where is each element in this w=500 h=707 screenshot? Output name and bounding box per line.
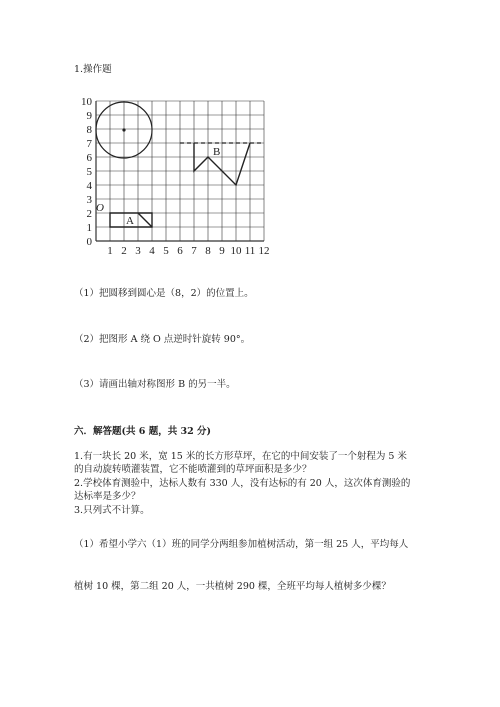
shape-a-label: A [126,215,134,227]
x-tick-label: 4 [149,245,155,257]
problem1-line2: 的自动旋转喷灌装置，它不能喷灌到的草坪面积是多少？ [74,464,312,475]
coordinate-grid-figure [80,92,280,260]
y-tick-label: 2 [86,208,92,220]
x-tick-label: 9 [219,245,225,257]
y-tick-label: 3 [86,194,92,206]
y-tick-label: 0 [86,236,92,248]
x-tick-label: 1 [107,245,113,257]
x-tick-label: 10 [230,245,242,257]
origin-o-label: O [96,202,104,214]
x-axis-labels [107,245,269,257]
problem3-sub-line2: 植树 10 棵，第二组 20 人，一共植树 290 棵，全班平均每人植树多少棵？ [74,581,391,592]
problem3-line1: 3.只列式不计算。 [74,505,150,516]
y-tick-label: 10 [81,96,92,108]
x-tick-label: 12 [258,245,270,257]
y-tick-label: 9 [86,110,92,122]
x-tick-label: 8 [205,245,211,257]
shape-b-label: B [213,146,221,158]
problem1-line1: 1.有一块长 20 米，宽 15 米的长方形草坪，在它的中间安装了一个射程为 5 米 [74,451,407,462]
section6-heading: 六．解答题(共 6 题，共 32 分) [74,426,212,437]
y-tick-label: 1 [86,222,92,234]
operation-q2: （2）把图形 A 绕 O 点逆时针旋转 90°。 [74,334,251,345]
x-tick-label: 5 [163,245,169,257]
y-tick-label: 4 [86,180,92,192]
circle-center-dot [122,128,125,131]
x-tick-label: 6 [177,245,183,257]
y-tick-label: 6 [86,152,92,164]
shape-a-slant [138,213,152,227]
x-tick-label: 7 [191,245,197,257]
operation-q3: （3）请画出轴对称图形 B 的另一半。 [74,379,236,390]
problem2-line2: 达标率是多少？ [74,491,141,502]
y-axis-labels [81,96,93,248]
operation-q1: （1）把圆移到圆心是（8，2）的位置上。 [74,288,254,299]
problem2-line1: 2.学校体育测验中，达标人数有 330 人，没有达标的有 20 人，这次体育测验的 [74,478,411,489]
grid-lines [96,101,264,241]
x-tick-label: 11 [244,245,256,257]
y-tick-label: 5 [86,166,92,178]
y-tick-label: 7 [86,138,92,150]
y-tick-label: 8 [86,124,92,136]
section1-title: 1.操作题 [74,64,112,75]
x-tick-label: 3 [135,245,141,257]
x-tick-label: 2 [121,245,127,257]
problem3-sub-line1: （1）希望小学六（1）班的同学分两组参加植树活动，第一组 25 人，平均每人 [74,539,409,550]
